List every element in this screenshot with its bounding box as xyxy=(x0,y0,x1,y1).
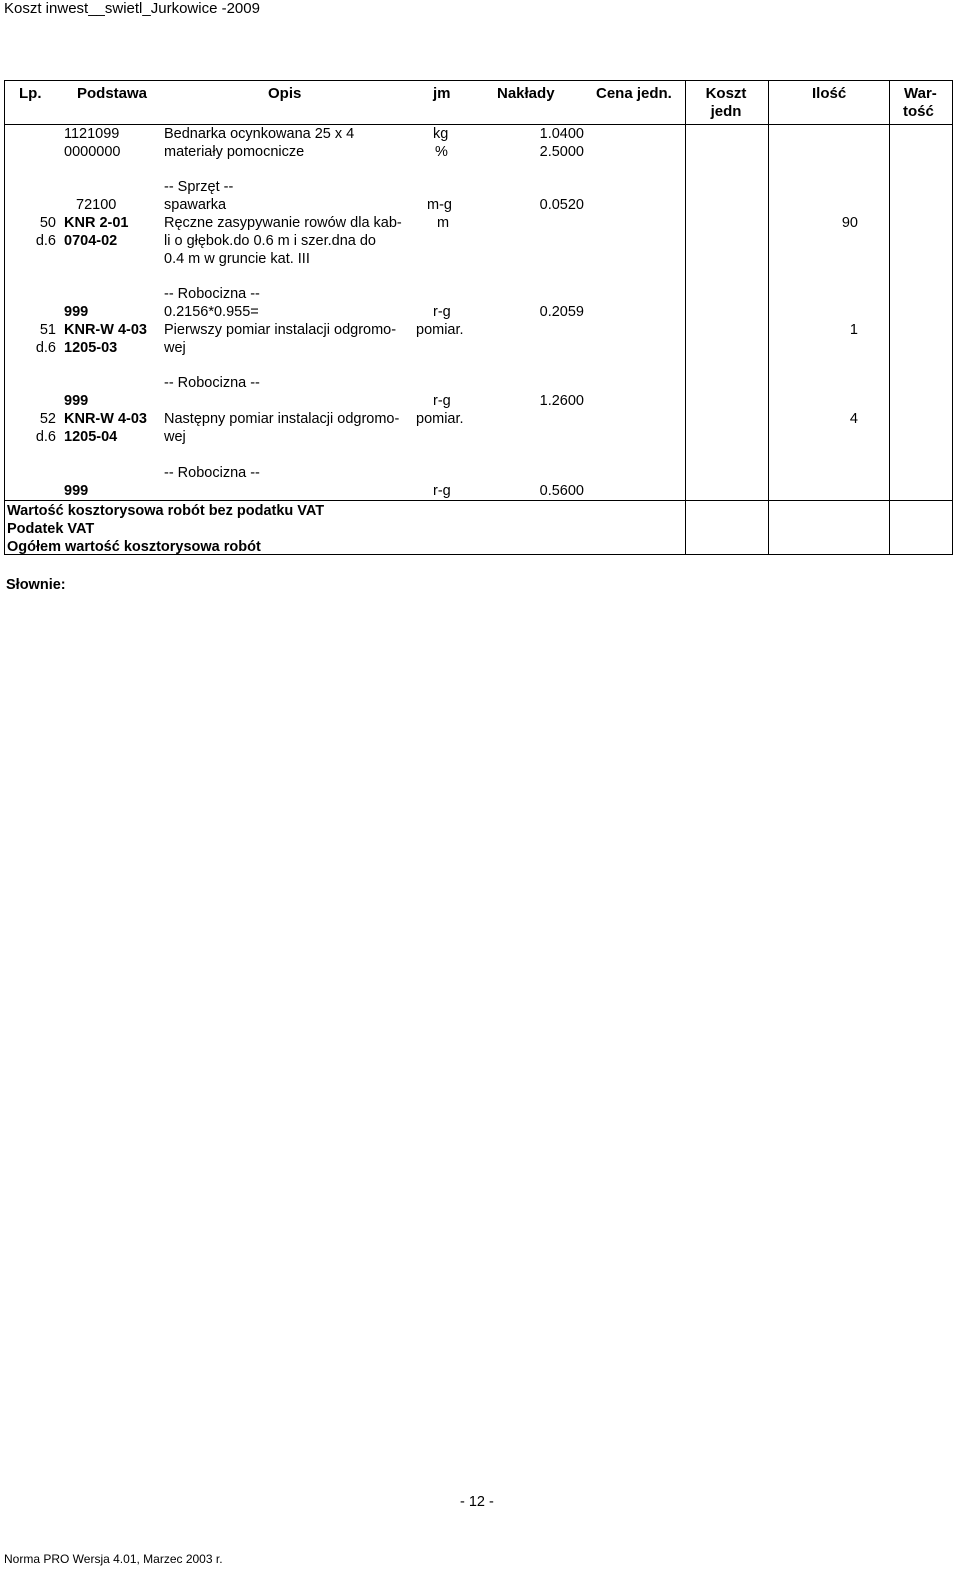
material-jm: % xyxy=(435,144,448,160)
equipment-item: spawarka xyxy=(164,197,227,213)
summary-net-value: Wartość kosztorysowa robót bez podatku VAT xyxy=(7,503,325,519)
position-lp: 51 xyxy=(39,322,56,338)
position-jm: pomiar. xyxy=(416,411,464,427)
position-description: Ręczne zasypywanie rowów dla kab- xyxy=(164,215,402,231)
position-basis: KNR 2-01 xyxy=(64,215,129,231)
equipment-subheader: -- Sprzęt -- xyxy=(164,179,234,195)
header-koszt: Koszt xyxy=(705,85,747,102)
material-desc: materiały pomocnicze xyxy=(164,144,305,160)
position-basis: KNR-W 4-03 xyxy=(64,411,147,427)
header-jm: jm xyxy=(433,85,451,102)
page-number: - 12 - xyxy=(460,1494,494,1510)
labor-naklady: 0.2059 xyxy=(539,304,584,320)
column-divider-ilosc xyxy=(768,80,769,555)
labor-naklady: 1.2600 xyxy=(539,393,584,409)
material-naklady: 2.5000 xyxy=(539,144,584,160)
position-basis-code: 1205-03 xyxy=(64,340,118,356)
position-ilosc: 1 xyxy=(849,322,858,338)
equipment-jm: m-g xyxy=(427,197,452,213)
equipment-code: 72100 xyxy=(76,197,117,213)
labor-jm: r-g xyxy=(433,304,451,320)
software-footer: Norma PRO Wersja 4.01, Marzec 2003 r. xyxy=(4,1552,223,1566)
labor-subheader: -- Robocizna -- xyxy=(164,375,260,391)
position-ilosc: 4 xyxy=(849,411,858,427)
header-separator xyxy=(4,124,953,125)
position-basis-code: 1205-04 xyxy=(64,429,118,445)
header-wartosc: War- xyxy=(904,85,937,102)
column-divider-koszt xyxy=(685,80,686,555)
position-description-line: wej xyxy=(164,429,186,445)
position-description: Pierwszy pomiar instalacji odgromo- xyxy=(164,322,397,338)
position-basis: KNR-W 4-03 xyxy=(64,322,147,338)
header-wartosc-cont: tość xyxy=(903,103,934,120)
material-code: 0000000 xyxy=(64,144,121,160)
position-lp-suffix: d.6 xyxy=(35,429,56,445)
document-title: Koszt inwest__swietl_Jurkowice -2009 xyxy=(4,0,260,17)
header-ilosc: Ilość xyxy=(812,85,847,102)
labor-code: 999 xyxy=(64,393,89,409)
labor-code: 999 xyxy=(64,304,89,320)
position-description: Następny pomiar instalacji odgromo- xyxy=(164,411,400,427)
position-jm: pomiar. xyxy=(416,322,464,338)
table-top-border xyxy=(4,80,953,81)
position-description-line: wej xyxy=(164,340,186,356)
labor-code: 999 xyxy=(64,483,89,499)
column-divider-wartosc xyxy=(889,80,890,555)
header-lp: Lp. xyxy=(19,85,42,102)
table-left-border xyxy=(4,80,5,555)
position-description-line: li o głębok.do 0.6 m i szer.dna do xyxy=(164,233,376,249)
header-naklady: Nakłady xyxy=(497,85,555,102)
material-jm: kg xyxy=(433,126,449,142)
position-lp-suffix: d.6 xyxy=(35,340,56,356)
header-podstawa: Podstawa xyxy=(77,85,148,102)
table-right-border xyxy=(952,80,953,555)
summary-total: Ogółem wartość kosztorysowa robót xyxy=(7,539,261,555)
summary-separator xyxy=(4,500,953,501)
equipment-naklady: 0.0520 xyxy=(539,197,584,213)
summary-vat: Podatek VAT xyxy=(7,521,95,537)
material-desc: Bednarka ocynkowana 25 x 4 xyxy=(164,126,355,142)
amount-in-words-label: Słownie: xyxy=(6,577,66,593)
labor-subheader: -- Robocizna -- xyxy=(164,465,260,481)
material-naklady: 1.0400 xyxy=(539,126,584,142)
position-lp: 50 xyxy=(39,215,56,231)
header-cena: Cena jedn. xyxy=(596,85,672,102)
labor-naklady: 0.5600 xyxy=(539,483,584,499)
position-ilosc: 90 xyxy=(841,215,858,231)
material-code: 1121099 xyxy=(64,126,120,142)
position-jm: m xyxy=(437,215,450,231)
labor-jm: r-g xyxy=(433,483,451,499)
position-description-line: 0.4 m w gruncie kat. III xyxy=(164,251,310,267)
header-opis: Opis xyxy=(268,85,302,102)
position-lp-suffix: d.6 xyxy=(35,233,56,249)
labor-jm: r-g xyxy=(433,393,451,409)
position-lp: 52 xyxy=(39,411,56,427)
labor-subheader: -- Robocizna -- xyxy=(164,286,260,302)
header-koszt-jedn: jedn xyxy=(710,103,742,120)
position-basis-code: 0704-02 xyxy=(64,233,118,249)
labor-formula: 0.2156*0.955= xyxy=(164,304,259,320)
